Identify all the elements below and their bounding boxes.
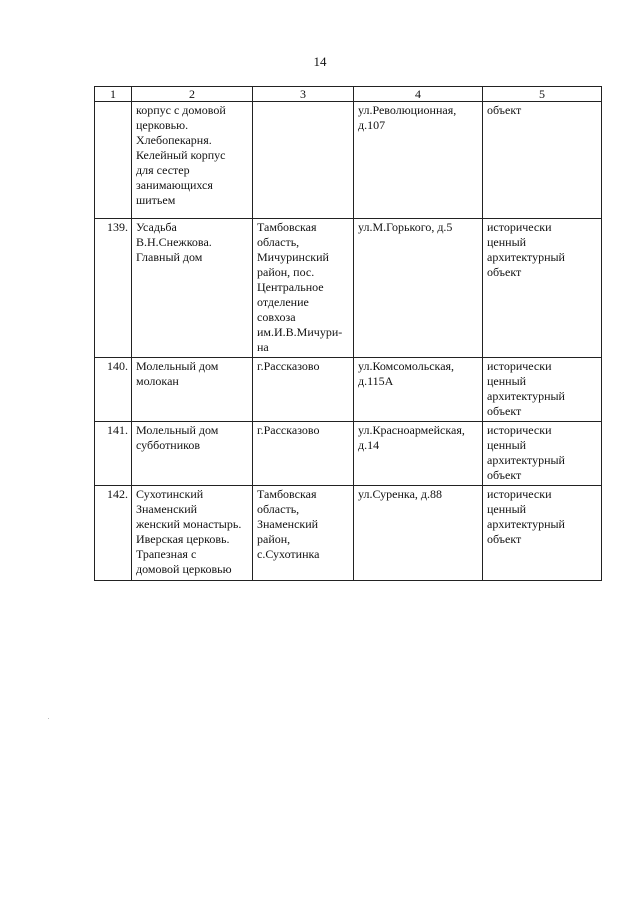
cell-text-line: занимающихся xyxy=(136,178,213,192)
cell-text-line: домовой церковью xyxy=(136,562,232,576)
cell-text-line: Молельный дом xyxy=(136,423,219,437)
cell-text-line: Молельный дом xyxy=(136,359,219,373)
cell-name xyxy=(132,486,253,581)
cell-text-line: ул.Комсомольская, xyxy=(358,359,455,373)
cell-text-line: ул.Красноармейская, xyxy=(358,423,465,437)
cell-name xyxy=(132,422,253,486)
cell-text-line: архитектурный xyxy=(487,453,565,467)
cell-text-line: объект xyxy=(487,532,522,546)
cell-address xyxy=(354,422,483,486)
cell-category xyxy=(483,486,602,581)
cell-text-line: ул.Революционная, xyxy=(358,103,457,117)
cell-text-line: г.Рассказово xyxy=(257,359,320,373)
cell-text-line: Келейный корпус xyxy=(136,148,226,162)
cell-name xyxy=(132,219,253,358)
cell-text-line: на xyxy=(257,340,269,354)
cell-num: 142. xyxy=(95,486,132,581)
cell-text-line: Центральное xyxy=(257,280,324,294)
column-header-3: 3 xyxy=(253,87,354,102)
column-header-5: 5 xyxy=(483,87,602,102)
cell-text-line: В.Н.Снежкова. xyxy=(136,235,212,249)
cell-text-line: ценный xyxy=(487,235,527,249)
cell-text-line: Главный дом xyxy=(136,250,203,264)
cell-text-line: шитьем xyxy=(136,193,176,207)
table-header xyxy=(95,87,602,102)
cell-name xyxy=(132,102,253,219)
cell-location xyxy=(253,422,354,486)
cell-text-line: архитектурный xyxy=(487,389,565,403)
cell-text-line: архитектурный xyxy=(487,517,565,531)
cell-text-line: субботников xyxy=(136,438,201,452)
cell-address xyxy=(354,358,483,422)
cell-text-line: область, xyxy=(257,502,300,516)
table-row xyxy=(95,422,602,486)
cell-text-line: д.107 xyxy=(358,118,386,132)
cell-text-line: исторически xyxy=(487,487,552,501)
cell-text-line: ценный xyxy=(487,438,527,452)
table-row xyxy=(95,102,602,219)
column-header-1: 1 xyxy=(95,87,132,102)
cell-text-line: исторически xyxy=(487,359,552,373)
cell-text-line: женский монастырь. xyxy=(136,517,242,531)
cell-text-line: Тамбовская xyxy=(257,220,317,234)
cell-num: 139. xyxy=(95,219,132,358)
table-body xyxy=(95,102,602,581)
cell-text-line: объект xyxy=(487,404,522,418)
cell-address xyxy=(354,219,483,358)
cell-text-line: им.И.В.Мичури- xyxy=(257,325,343,339)
cell-text-line: ценный xyxy=(487,374,527,388)
cell-text-line: Мичуринский xyxy=(257,250,329,264)
cell-num: 141. xyxy=(95,422,132,486)
cell-category xyxy=(483,219,602,358)
cell-text-line: исторически xyxy=(487,423,552,437)
table-row xyxy=(95,486,602,581)
cell-text-line: корпус с домовой xyxy=(136,103,226,117)
cell-text-line: объект xyxy=(487,468,522,482)
cell-text-line: Трапезная с xyxy=(136,547,197,561)
cell-location xyxy=(253,102,354,219)
cell-text-line: район, пос. xyxy=(257,265,315,279)
cell-address xyxy=(354,102,483,219)
scan-speck xyxy=(48,718,49,719)
cell-address xyxy=(354,486,483,581)
cell-text-line: Иверская церковь. xyxy=(136,532,230,546)
table-row xyxy=(95,219,602,358)
column-header-4: 4 xyxy=(354,87,483,102)
cell-text-line: Усадьба xyxy=(136,220,177,234)
cell-text-line: отделение xyxy=(257,295,309,309)
cell-category xyxy=(483,102,602,219)
cell-text-line: с.Сухотинка xyxy=(257,547,320,561)
heritage-objects-table xyxy=(94,86,602,581)
cell-name xyxy=(132,358,253,422)
table-row xyxy=(95,358,602,422)
cell-text-line: Знаменский xyxy=(136,502,198,516)
cell-text-line: д.14 xyxy=(358,438,380,452)
cell-text-line: исторически xyxy=(487,220,552,234)
cell-text-line: объект xyxy=(487,265,522,279)
cell-text-line: церковью. xyxy=(136,118,189,132)
cell-text-line: объект xyxy=(487,103,522,117)
cell-num xyxy=(95,102,132,219)
cell-text-line: для сестер xyxy=(136,163,190,177)
cell-text-line: ценный xyxy=(487,502,527,516)
cell-text-line: д.115А xyxy=(358,374,394,388)
page-number: 14 xyxy=(313,54,327,69)
column-header-2: 2 xyxy=(132,87,253,102)
cell-location xyxy=(253,486,354,581)
cell-location xyxy=(253,219,354,358)
cell-text-line: архитектурный xyxy=(487,250,565,264)
cell-text-line: совхоза xyxy=(257,310,296,324)
cell-text-line: ул.Суренка, д.88 xyxy=(358,487,442,501)
cell-text-line: г.Рассказово xyxy=(257,423,320,437)
cell-text-line: Знаменский xyxy=(257,517,319,531)
cell-text-line: область, xyxy=(257,235,300,249)
header-row xyxy=(95,87,602,102)
cell-text-line: район, xyxy=(257,532,291,546)
cell-text-line: ул.М.Горького, д.5 xyxy=(358,220,453,234)
cell-text-line: Сухотинский xyxy=(136,487,204,501)
cell-text-line: Тамбовская xyxy=(257,487,317,501)
cell-text-line: Хлебопекарня. xyxy=(136,133,212,147)
cell-num: 140. xyxy=(95,358,132,422)
cell-location xyxy=(253,358,354,422)
cell-text-line: молокан xyxy=(136,374,179,388)
cell-category xyxy=(483,422,602,486)
cell-category xyxy=(483,358,602,422)
